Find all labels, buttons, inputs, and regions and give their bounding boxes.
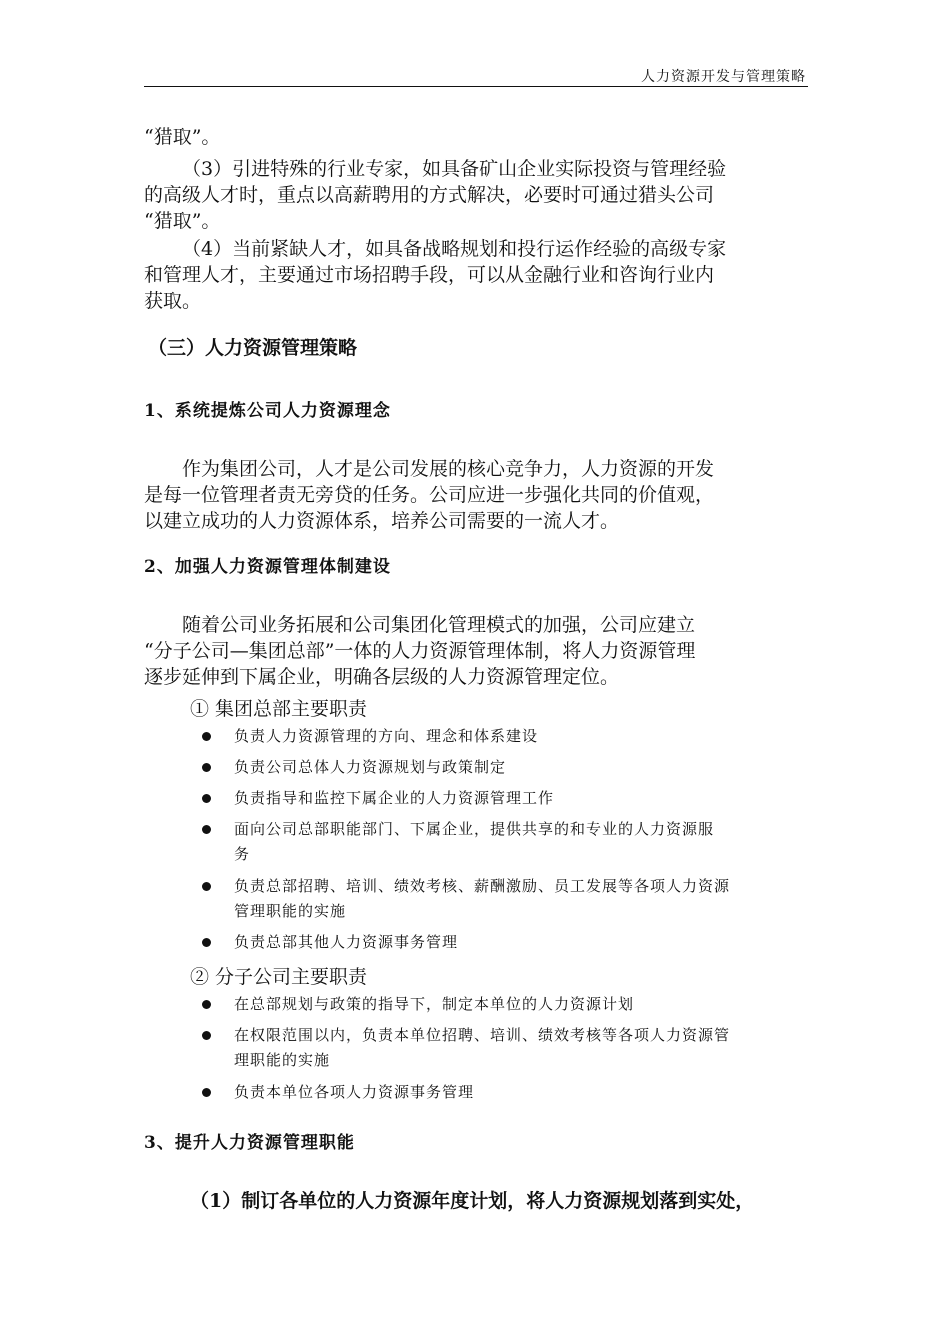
text-line: “猎取”。 bbox=[144, 210, 221, 232]
bullet-dot-icon bbox=[202, 794, 211, 803]
bullet-dot-icon bbox=[202, 882, 211, 891]
list-item-text: 负责总部其他人力资源事务管理 bbox=[234, 933, 459, 951]
list-item-text: 负责指导和监控下属企业的人力资源管理工作 bbox=[234, 789, 555, 807]
list-item bbox=[196, 1023, 796, 1073]
subsection-heading-1: 1、系统提炼公司人力资源理念 bbox=[144, 401, 391, 421]
bullet-dot-icon bbox=[202, 938, 211, 947]
running-header: 人力资源开发与管理策略 bbox=[641, 69, 806, 85]
paragraph-item-1-body bbox=[144, 456, 808, 534]
hq-duties-heading: ① 集团总部主要职责 bbox=[190, 698, 368, 720]
list-item-text: 在总部规划与政策的指导下，制定本单位的人力资源计划 bbox=[234, 995, 635, 1013]
list-item-text: 管理职能的实施 bbox=[234, 902, 347, 920]
list-item-text: 负责本单位各项人力资源事务管理 bbox=[234, 1083, 475, 1101]
list-item bbox=[196, 755, 796, 780]
text-line: 是每一位管理者责无旁贷的任务。公司应进一步强化共同的价值观， bbox=[144, 484, 715, 506]
subsection-heading-3: 3、提升人力资源管理职能 bbox=[144, 1133, 355, 1153]
paragraph-item-4 bbox=[144, 236, 808, 314]
text-line: （3）引进特殊的行业专家，如具备矿山企业实际投资与管理经验 bbox=[182, 158, 727, 180]
list-item bbox=[196, 930, 796, 955]
text-line: （4）当前紧缺人才，如具备战略规划和投行运作经验的高级专家 bbox=[182, 238, 727, 260]
paragraph-item-3-first-line: （1）制订各单位的人力资源年度计划，将人力资源规划落到实处， bbox=[190, 1190, 755, 1212]
list-item bbox=[196, 992, 796, 1017]
header-rule bbox=[144, 86, 808, 87]
list-item bbox=[196, 874, 796, 924]
section-heading: （三）人力资源管理策略 bbox=[148, 337, 358, 359]
text-line: “猎取”。 bbox=[144, 126, 221, 148]
bullet-dot-icon bbox=[202, 1000, 211, 1009]
bullet-dot-icon bbox=[202, 825, 211, 834]
list-item-text: 负责人力资源管理的方向、理念和体系建设 bbox=[234, 727, 539, 745]
list-item-text: 理职能的实施 bbox=[234, 1051, 331, 1069]
list-item-text: 在权限范围以内，负责本单位招聘、培训、绩效考核等各项人力资源管 bbox=[234, 1026, 731, 1044]
paragraph-continuation bbox=[144, 124, 808, 150]
text-line: 获取。 bbox=[144, 290, 202, 312]
paragraph-item-2-body bbox=[144, 612, 808, 690]
list-item-text: 负责公司总体人力资源规划与政策制定 bbox=[234, 758, 507, 776]
text-line: 逐步延伸到下属企业，明确各层级的人力资源管理定位。 bbox=[144, 666, 620, 688]
list-item bbox=[196, 724, 796, 749]
text-line: 作为集团公司，人才是公司发展的核心竞争力，人力资源的开发 bbox=[182, 458, 715, 480]
bullet-dot-icon bbox=[202, 763, 211, 772]
text-line: “分子公司—集团总部”一体的人力资源管理体制，将人力资源管理 bbox=[144, 640, 696, 662]
text-line: 和管理人才，主要通过市场招聘手段，可以从金融行业和咨询行业内 bbox=[144, 264, 715, 286]
text-line: 的高级人才时，重点以高薪聘用的方式解决，必要时可通过猎头公司 bbox=[144, 184, 715, 206]
text-line: 以建立成功的人力资源体系，培养公司需要的一流人才。 bbox=[144, 510, 620, 532]
list-item bbox=[196, 817, 796, 867]
bullet-dot-icon bbox=[202, 732, 211, 741]
list-item-text: 面向公司总部职能部门、下属企业，提供共享的和专业的人力资源服 bbox=[234, 820, 715, 838]
list-item-text: 务 bbox=[234, 845, 251, 863]
paragraph-item-3 bbox=[144, 156, 808, 234]
text-line: 随着公司业务拓展和公司集团化管理模式的加强，公司应建立 bbox=[182, 614, 696, 636]
bullet-dot-icon bbox=[202, 1031, 211, 1040]
bullet-dot-icon bbox=[202, 1088, 211, 1097]
subsidiary-duties-heading: ② 分子公司主要职责 bbox=[190, 966, 368, 988]
list-item bbox=[196, 786, 796, 811]
list-item-text: 负责总部招聘、培训、绩效考核、薪酬激励、员工发展等各项人力资源 bbox=[234, 877, 731, 895]
list-item bbox=[196, 1080, 796, 1105]
subsection-heading-2: 2、加强人力资源管理体制建设 bbox=[144, 557, 391, 577]
